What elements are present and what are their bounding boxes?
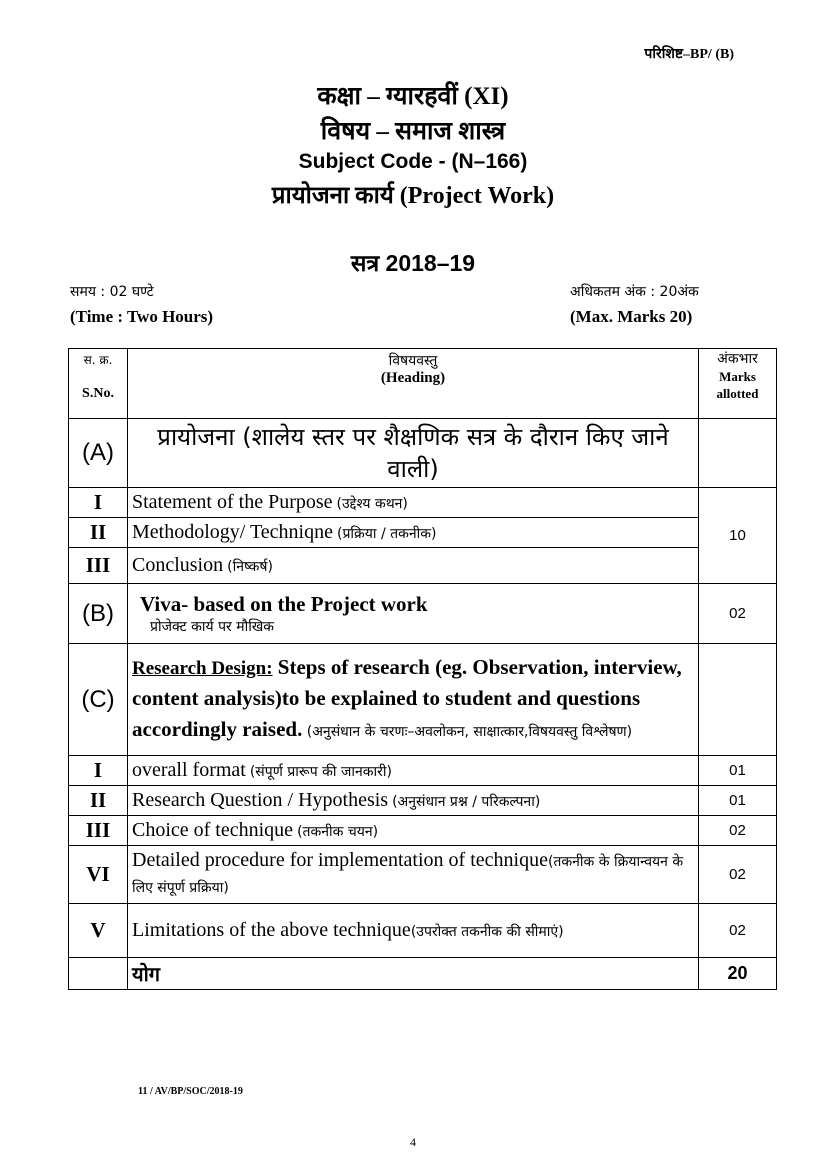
section-b-marks: 02 [699, 584, 777, 644]
row-content: Detailed procedure for implementation of technique(तकनीक के क्रियान्वयन के लिए संपूर्ण प्रक्रिया) [128, 846, 699, 904]
section-b-title: Viva- based on the Project work [140, 591, 428, 616]
subject-title: विषय – समाज शास्त्र [320, 118, 506, 145]
section-a-title: प्रायोजना (शालेय स्तर पर शैक्षणिक सत्र के दौरान किए जाने वाली) [128, 419, 699, 488]
table-row [69, 548, 777, 584]
section-b-content [128, 584, 699, 644]
heading-header-english: (Heading) [380, 370, 446, 386]
row-sn: II [69, 518, 128, 548]
row-sn: II [69, 786, 128, 816]
research-design-label: Research Design: [132, 658, 273, 679]
row-content: overall format (संपूर्ण प्रारूप की जानकारी) [128, 756, 699, 786]
row-marks: 02 [699, 846, 777, 904]
row-sn: I [69, 488, 128, 518]
research-design-text: Steps of research (eg. Observation, interview, content analysis)to be explained to student and questions accordingly raised. [132, 655, 682, 741]
row-content: Limitations of the above technique(उपरोक्त तकनीक की सीमाएं) [128, 904, 699, 958]
table-row [69, 846, 777, 904]
total-marks: 20 [699, 958, 777, 990]
document-code: 11 / AV/BP/SOC/2018-19 [138, 1086, 243, 1097]
research-design-hindi: (अनुसंधान के चरणः–अवलोकन, साक्षात्कार,विषयवस्तु विश्लेषण) [302, 724, 633, 740]
section-a-marks-empty [699, 419, 777, 488]
max-marks-english: (Max. Marks 20) [570, 307, 693, 326]
heading-header [128, 349, 699, 419]
section-a-row [69, 419, 777, 488]
row-content: Conclusion (निष्कर्ष) [128, 548, 699, 584]
total-sn-empty [69, 958, 128, 990]
sn-header [69, 349, 128, 419]
annexure-label: परिशिष्ट–BP/ (B) [644, 47, 734, 62]
time-english: (Time : Two Hours) [70, 307, 214, 326]
row-content: Research Question / Hypothesis (अनुसंधान प्रश्न / परिकल्पना) [128, 786, 699, 816]
row-marks: 02 [699, 816, 777, 846]
max-marks-hindi: अधिकतम अंक : 20अंक [570, 284, 699, 300]
table-header-row [69, 349, 777, 419]
heading-header-hindi: विषयवस्तु [388, 353, 438, 369]
table-row [69, 518, 777, 548]
table-row [69, 816, 777, 846]
marks-header-english-2: allotted [716, 386, 759, 401]
page-number: 4 [410, 1135, 416, 1149]
project-title: प्रायोजना कार्य (Project Work) [271, 183, 555, 209]
row-content: Choice of technique (तकनीक चयन) [128, 816, 699, 846]
section-b-label: (B) [69, 584, 128, 644]
row-content: Statement of the Purpose (उद्देश्य कथन) [128, 488, 699, 518]
row-sn: III [69, 548, 128, 584]
total-label: योग [128, 958, 699, 990]
row-marks: 01 [699, 786, 777, 816]
marks-header-english-1: Marks [719, 369, 756, 384]
row-sn: I [69, 756, 128, 786]
row-marks: 02 [699, 904, 777, 958]
sn-header-hindi: स. क्र. [83, 353, 113, 367]
table-row [69, 756, 777, 786]
row-marks: 01 [699, 756, 777, 786]
row-sn: V [69, 904, 128, 958]
marks-header [699, 349, 777, 419]
section-c-row [69, 644, 777, 756]
subject-code: Subject Code - (N–166) [298, 150, 528, 173]
table-row [69, 904, 777, 958]
section-c-marks-empty [699, 644, 777, 756]
marks-header-hindi: अंकभार [717, 351, 758, 367]
table-row [69, 786, 777, 816]
section-b-hindi: प्रोजेक्ट कार्य पर मौखिक [150, 618, 275, 635]
sn-header-english: S.No. [82, 386, 114, 401]
section-c-label: (C) [69, 644, 128, 756]
row-sn: VI [69, 846, 128, 904]
marks-table [68, 348, 777, 990]
session-title: सत्र 2018–19 [350, 250, 476, 276]
section-a-label: (A) [69, 419, 128, 488]
class-title: कक्षा – ग्यारहवीं (XI) [317, 83, 509, 110]
table-row [69, 488, 777, 518]
total-row [69, 958, 777, 990]
section-c-content [128, 644, 699, 756]
row-content: Methodology/ Techniqne (प्रक्रिया / तकनीक) [128, 518, 699, 548]
section-b-row [69, 584, 777, 644]
section-a-marks: 10 [699, 488, 777, 584]
row-sn: III [69, 816, 128, 846]
time-hindi: समय : 02 घण्टे [70, 284, 154, 300]
